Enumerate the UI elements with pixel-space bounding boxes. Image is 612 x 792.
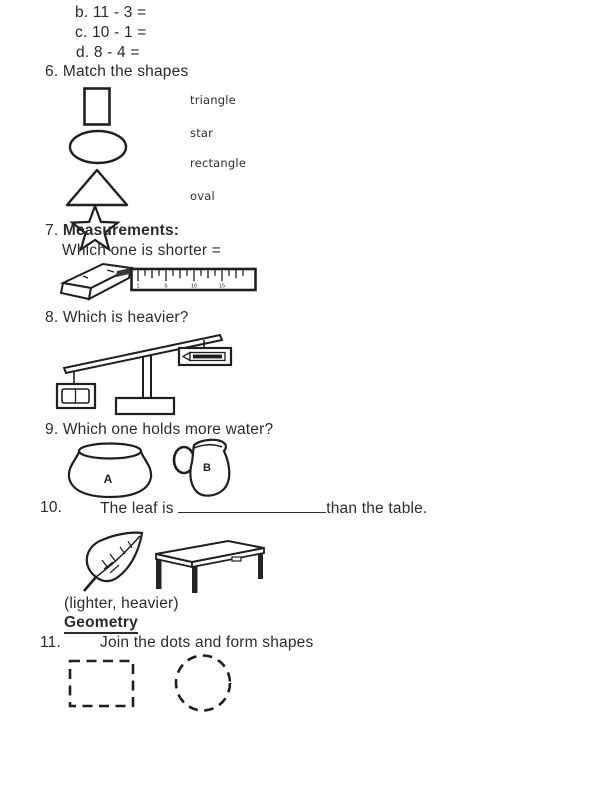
ruler-number-10: 10	[190, 283, 198, 290]
q6-number: 6.	[45, 63, 59, 80]
q6-prompt: Match the shapes	[62, 63, 189, 80]
q11-number: 11.	[40, 634, 61, 651]
q10-answer-blank	[178, 499, 326, 513]
jug-b-label: B	[203, 462, 211, 474]
q10-answer-options: (lighter, heavier)	[64, 595, 179, 612]
q10-text-before: The leaf is	[100, 500, 174, 517]
ruler-number-5: 5	[164, 283, 168, 290]
oval-shape	[67, 128, 129, 166]
match-label-oval: oval	[190, 189, 215, 203]
subtraction-item-d: d. 8 - 4 =	[76, 44, 140, 61]
table-image	[148, 537, 268, 597]
pot-a-image	[66, 441, 154, 498]
table-handle-detail	[232, 557, 241, 561]
q7-heading: Measurements:	[62, 222, 180, 239]
match-label-rectangle: rectangle	[190, 156, 247, 170]
q7-prompt: Which one is shorter =	[62, 242, 222, 259]
rectangle-shape	[82, 86, 112, 127]
ruler-number-1: 1	[136, 283, 140, 290]
q8-prompt: Which is heavier?	[62, 309, 189, 326]
dashed-circle-shape	[172, 653, 236, 715]
jug-b-image	[168, 436, 238, 500]
q7-number: 7.	[45, 222, 59, 239]
q10-text-after: than the table.	[326, 500, 428, 517]
q9-prompt: Which one holds more water?	[62, 421, 274, 438]
q10-number: 10.	[40, 499, 63, 516]
ruler-image	[130, 266, 258, 294]
pencil-icon	[183, 353, 225, 361]
q7-heading-line	[45, 222, 179, 240]
subtraction-item-b: b. 11 - 3 =	[75, 4, 147, 21]
q10-line	[100, 499, 427, 518]
q8-line	[45, 309, 189, 327]
q11-prompt: Join the dots and form shapes	[100, 634, 314, 651]
geometry-section-heading: Geometry	[64, 614, 138, 632]
leaf-image	[78, 529, 150, 595]
q8-number: 8.	[45, 309, 59, 326]
q9-line	[45, 421, 273, 439]
ruler-number-15: 15	[218, 283, 226, 290]
match-label-star: star	[190, 126, 214, 140]
eraser-image	[57, 258, 139, 302]
q9-number: 9.	[45, 421, 59, 438]
subtraction-item-c: c. 10 - 1 =	[75, 24, 147, 41]
pot-a-label: A	[103, 472, 113, 486]
dashed-square-shape	[66, 657, 138, 711]
q6-line	[45, 63, 188, 81]
balance-scale-image	[52, 326, 244, 420]
triangle-shape	[64, 167, 130, 208]
match-label-triangle: triangle	[190, 93, 236, 107]
